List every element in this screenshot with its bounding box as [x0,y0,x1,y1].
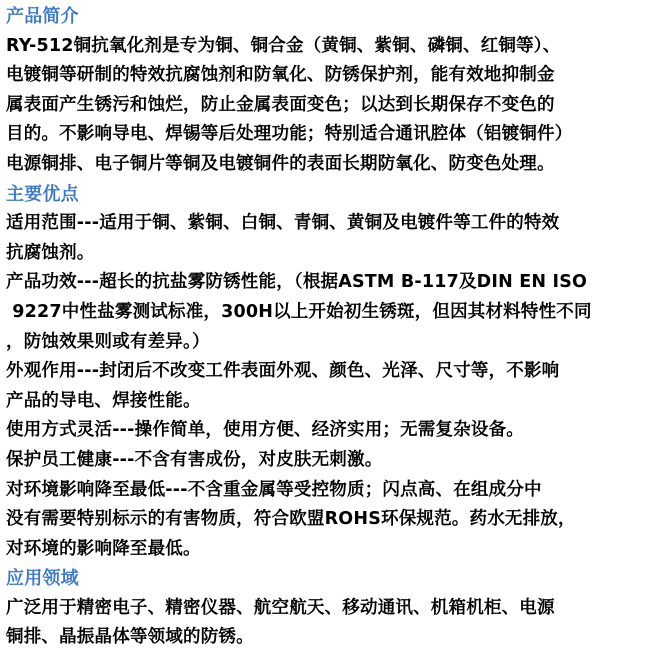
applications-line-1: 广泛用于精密电子、精密仪器、航空航天、移动通讯、机箱机柜、电源 [6,597,555,618]
section-heading-advantages: 主要优点 [6,183,79,205]
intro-line-2: 电镀铜等研制的特效抗腐蚀剂和防氧化、防锈保护剂，能有效地抑制金 [6,65,555,86]
section-heading-applications: 应用领域 [6,568,79,590]
intro-line-3: 属表面产生锈污和蚀烂，防止金属表面变色；以达到长期保存不变色的 [6,94,555,115]
intro-line-1: RY-512铜抗氧化剂是专为铜、铜合金（黄铜、紫铜、磷铜、红铜等）、 [6,35,561,56]
advantages-line-1: 适用范围---适用于铜、紫铜、白铜、青铜、黄铜及电镀件等工件的特效 [6,213,560,234]
section-heading-intro: 产品简介 [6,6,79,27]
advantages-line-4: 9227中性盐雾测试标准，300H以上开始初生锈斑，但因其材料特性不同 [6,301,592,322]
advantages-line-12: 对环境的影响降至最低。 [6,538,201,559]
advantages-line-6: 外观作用---封闭后不改变工件表面外观、颜色、光泽、尺寸等，不影响 [6,361,560,382]
intro-line-4: 目的。不影响导电、焊锡等后处理功能；特别适合通讯腔体（铝镀铜件） [6,124,573,145]
advantages-line-11: 没有需要特别标示的有害物质，符合欧盟ROHS环保规范。药水无排放， [6,509,576,530]
advantages-line-10: 对环境影响降至最低---不含重金属等受控物质；闪点高、在组成分中 [6,479,542,500]
intro-line-5: 电源铜排、电子铜片等铜及电镀铜件的表面长期防氧化、防变色处理。 [6,153,555,174]
advantages-line-3: 产品功效---超长的抗盐雾防锈性能，（根据ASTM B-117及DIN EN ISO [6,272,588,293]
advantages-line-5: ，防蚀效果则或有差异。） [6,331,210,352]
advantages-line-9: 保护员工健康---不含有害成份，对皮肤无刺激。 [6,449,383,470]
applications-line-2: 铜排、晶振晶体等领域的防锈。 [6,627,254,648]
advantages-line-7: 产品的导电、焊接性能。 [6,390,201,411]
advantages-line-8: 使用方式灵活---操作简单，使用方便、经济实用；无需复杂设备。 [6,420,524,441]
advantages-line-2: 抗腐蚀剂。 [6,242,95,263]
